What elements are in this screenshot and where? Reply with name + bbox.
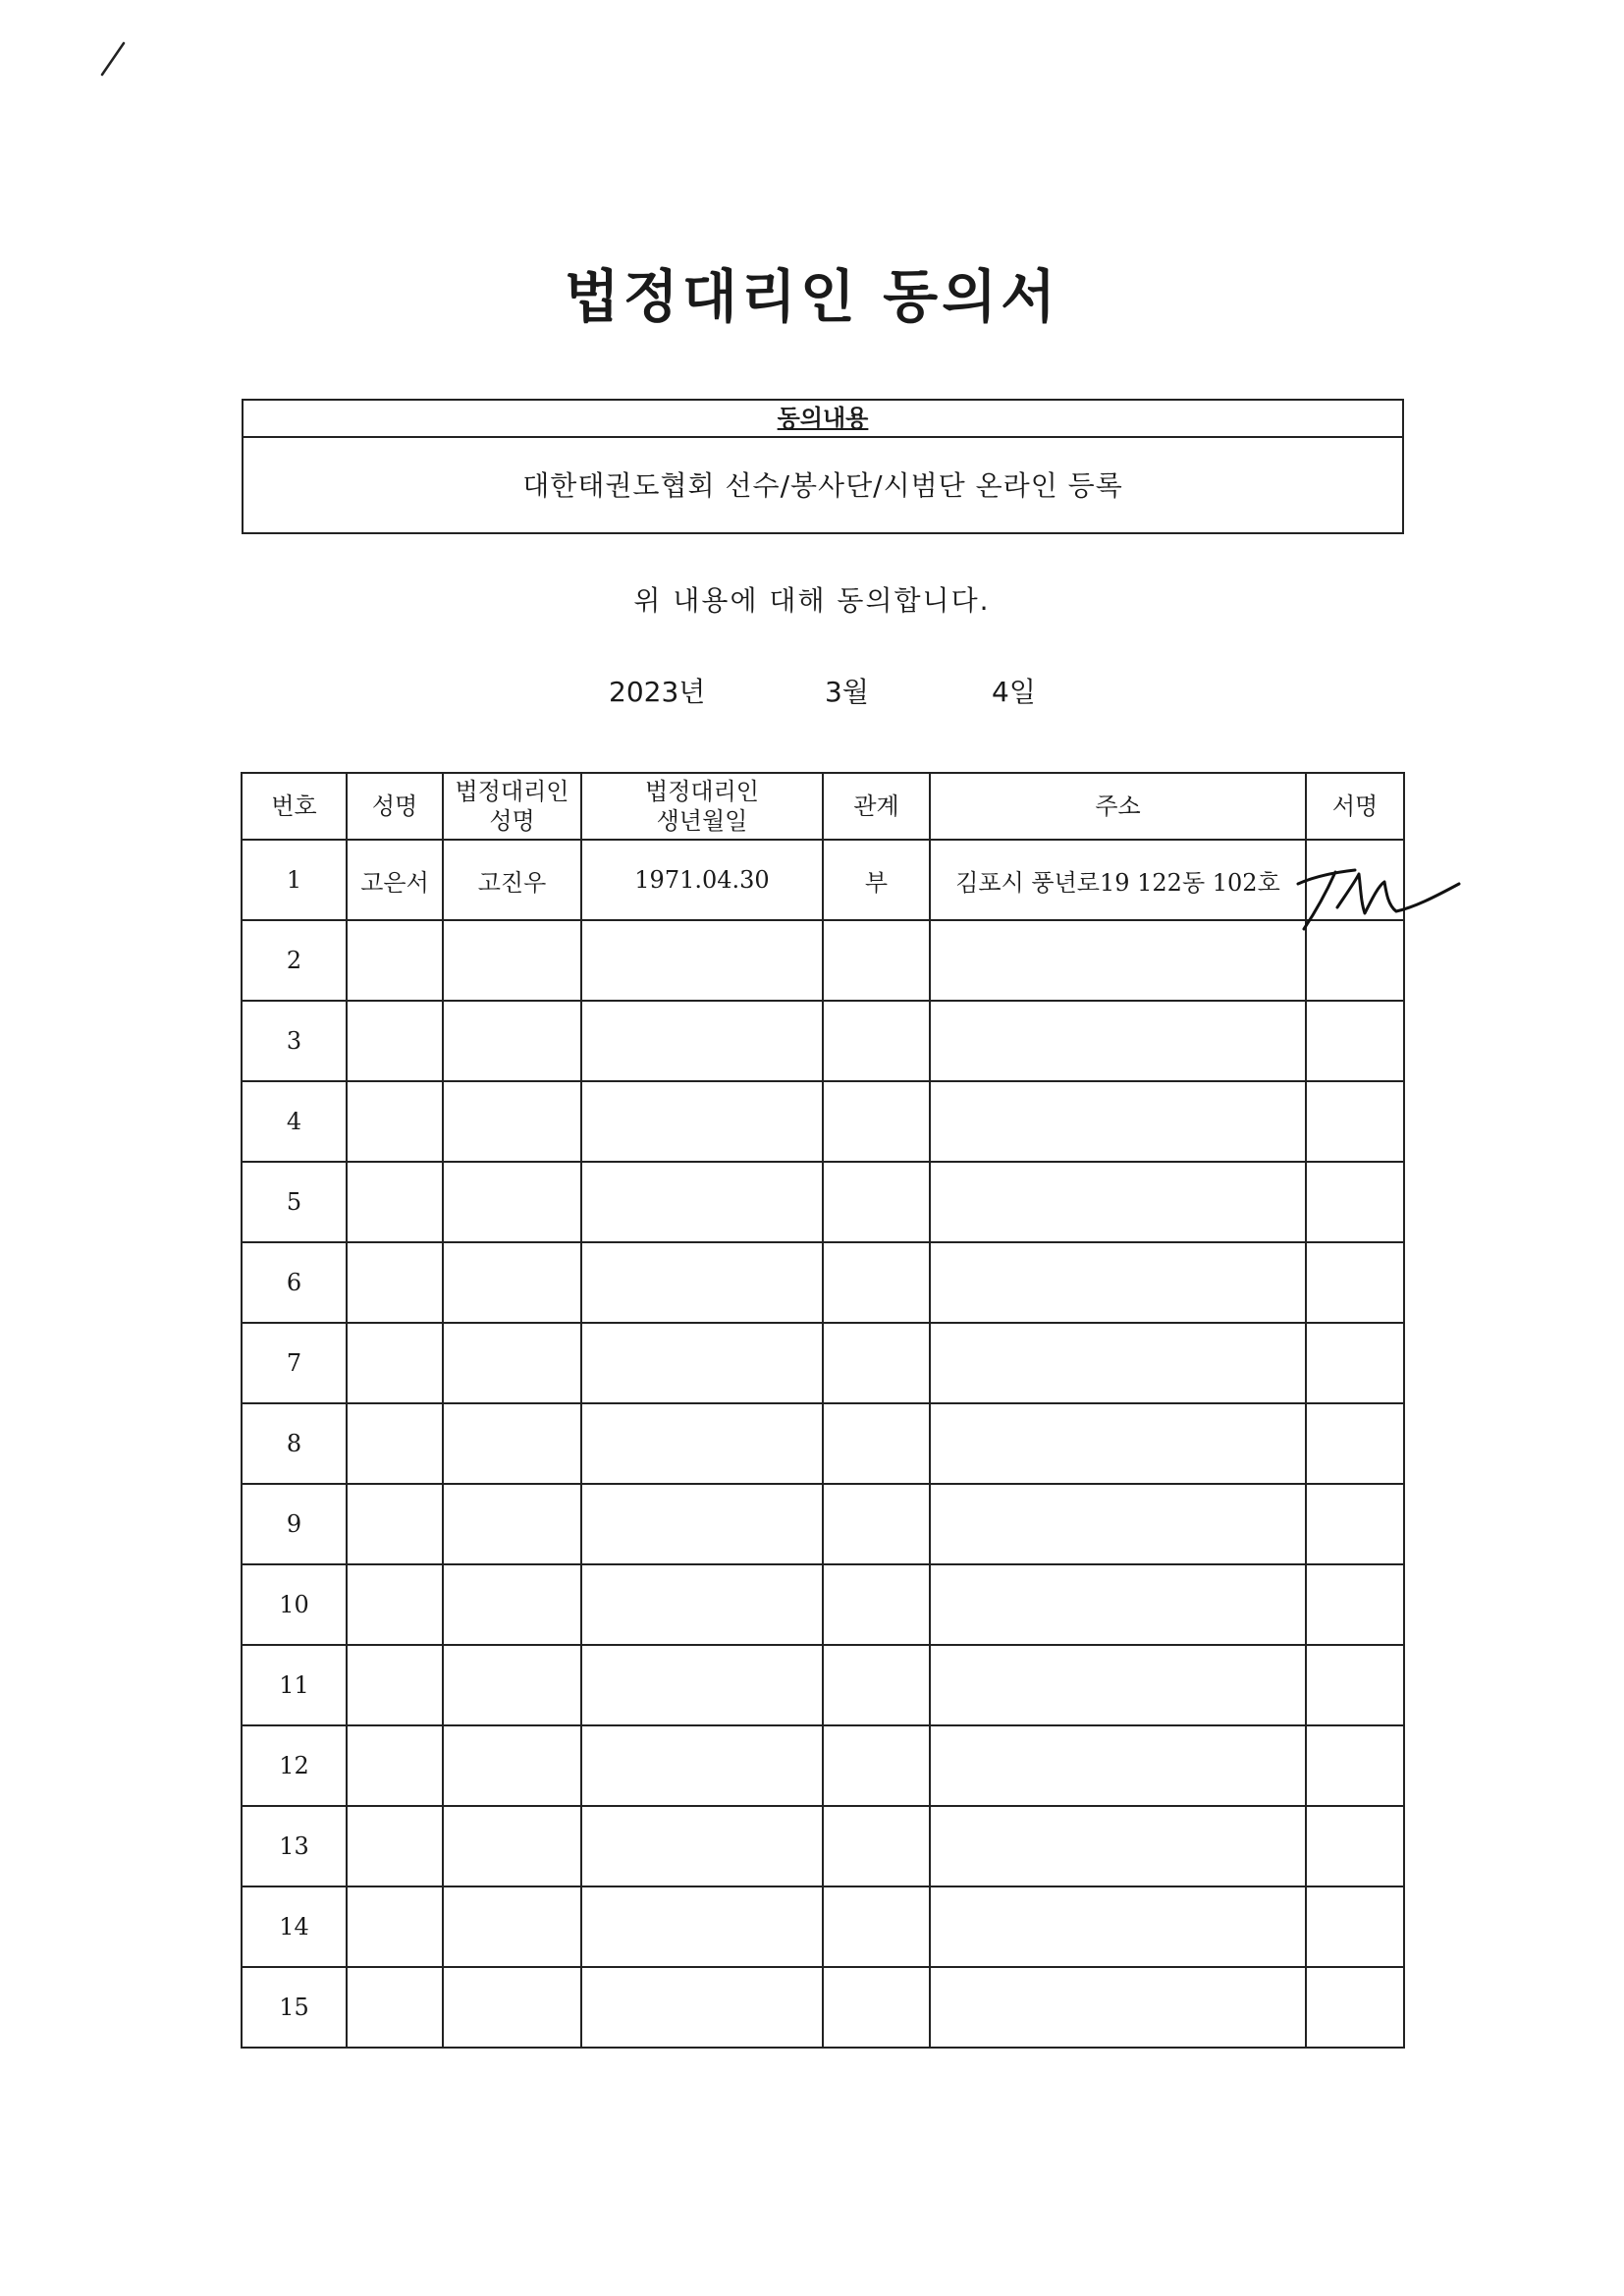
cell-guardian-birth: 1971.04.30 xyxy=(581,840,823,920)
cell-relation xyxy=(823,1967,930,2048)
cell-guardian-name xyxy=(443,1886,581,1967)
cell-name xyxy=(347,1564,443,1645)
table-row xyxy=(242,1967,1404,2048)
date-day: 4일 xyxy=(992,676,1036,708)
header-guardian-birth-line2: 생년월일 xyxy=(656,807,748,835)
cell-name xyxy=(347,1403,443,1484)
cell-guardian-name xyxy=(443,1001,581,1081)
cell-number: 9 xyxy=(242,1484,347,1564)
header-signature: 서명 xyxy=(1306,773,1404,840)
cell-address: 김포시 풍년로19 122동 102호 xyxy=(930,840,1306,920)
header-guardian-name-line1: 법정대리인 xyxy=(455,778,569,805)
cell-guardian-name xyxy=(443,920,581,1001)
table-row xyxy=(242,1806,1404,1886)
cell-relation xyxy=(823,1081,930,1162)
cell-guardian-name: 고진우 xyxy=(443,840,581,920)
cell-name xyxy=(347,1323,443,1403)
consent-header xyxy=(244,401,1402,438)
table-header-row xyxy=(242,773,1404,840)
cell-address xyxy=(930,1081,1306,1162)
cell-name xyxy=(347,1725,443,1806)
cell-address xyxy=(930,1806,1306,1886)
cell-number: 2 xyxy=(242,920,347,1001)
table-row xyxy=(242,1564,1404,1645)
cell-guardian-birth xyxy=(581,1645,823,1725)
header-guardian-birth-line1: 법정대리인 xyxy=(645,778,759,805)
header-guardian-name-line2: 성명 xyxy=(489,807,535,835)
consent-body: 대한태권도협회 선수/봉사단/시범단 온라인 등록 xyxy=(522,469,1123,502)
cell-address xyxy=(930,1403,1306,1484)
cell-guardian-name xyxy=(443,1162,581,1242)
cell-guardian-birth xyxy=(581,1323,823,1403)
cell-guardian-name xyxy=(443,1323,581,1403)
header-address: 주소 xyxy=(930,773,1306,840)
cell-signature xyxy=(1306,1403,1404,1484)
cell-relation xyxy=(823,1323,930,1403)
cell-guardian-birth xyxy=(581,1806,823,1886)
pen-stroke-mark xyxy=(98,39,128,79)
cell-address xyxy=(930,1323,1306,1403)
cell-relation xyxy=(823,1725,930,1806)
table-row xyxy=(242,1725,1404,1806)
cell-guardian-name xyxy=(443,1242,581,1323)
cell-number: 12 xyxy=(242,1725,347,1806)
table-row xyxy=(242,1001,1404,1081)
cell-signature xyxy=(1306,1967,1404,2048)
header-guardian-name xyxy=(443,773,581,840)
handwritten-signature xyxy=(1276,843,1463,941)
cell-relation xyxy=(823,1162,930,1242)
cell-name xyxy=(347,1081,443,1162)
table-row xyxy=(242,1242,1404,1323)
cell-relation: 부 xyxy=(823,840,930,920)
cell-number: 7 xyxy=(242,1323,347,1403)
header-relation: 관계 xyxy=(823,773,930,840)
table-row xyxy=(242,1323,1404,1403)
cell-guardian-birth xyxy=(581,1886,823,1967)
cell-relation xyxy=(823,1001,930,1081)
cell-address xyxy=(930,1725,1306,1806)
table-row xyxy=(242,1645,1404,1725)
cell-guardian-name xyxy=(443,1645,581,1725)
cell-relation xyxy=(823,1806,930,1886)
cell-guardian-birth xyxy=(581,1081,823,1162)
cell-name xyxy=(347,1484,443,1564)
cell-name xyxy=(347,1806,443,1886)
cell-signature xyxy=(1306,1323,1404,1403)
consent-header-label: 동의내용 xyxy=(777,405,869,432)
cell-name xyxy=(347,1645,443,1725)
cell-relation xyxy=(823,1564,930,1645)
cell-number: 11 xyxy=(242,1645,347,1725)
cell-guardian-name xyxy=(443,1806,581,1886)
cell-guardian-name xyxy=(443,1967,581,2048)
cell-signature xyxy=(1306,1162,1404,1242)
consent-box xyxy=(242,399,1404,534)
cell-signature xyxy=(1306,1242,1404,1323)
cell-address xyxy=(930,1242,1306,1323)
cell-name: 고은서 xyxy=(347,840,443,920)
cell-address xyxy=(930,1162,1306,1242)
cell-number: 8 xyxy=(242,1403,347,1484)
document-title: 법정대리인 동의서 xyxy=(564,263,1060,330)
cell-relation xyxy=(823,1484,930,1564)
cell-guardian-birth xyxy=(581,1967,823,2048)
cell-number: 6 xyxy=(242,1242,347,1323)
table-row xyxy=(242,920,1404,1001)
header-number: 번호 xyxy=(242,773,347,840)
cell-guardian-birth xyxy=(581,1725,823,1806)
cell-name xyxy=(347,1242,443,1323)
cell-guardian-birth xyxy=(581,1564,823,1645)
cell-number: 15 xyxy=(242,1967,347,2048)
cell-guardian-birth xyxy=(581,1484,823,1564)
table-row xyxy=(242,1162,1404,1242)
cell-relation xyxy=(823,1645,930,1725)
cell-guardian-name xyxy=(443,1564,581,1645)
cell-signature xyxy=(1306,1081,1404,1162)
cell-number: 14 xyxy=(242,1886,347,1967)
cell-guardian-name xyxy=(443,1403,581,1484)
cell-number: 1 xyxy=(242,840,347,920)
cell-guardian-birth xyxy=(581,920,823,1001)
cell-number: 5 xyxy=(242,1162,347,1242)
table-row xyxy=(242,1081,1404,1162)
cell-number: 10 xyxy=(242,1564,347,1645)
header-name: 성명 xyxy=(347,773,443,840)
cell-name xyxy=(347,1001,443,1081)
cell-signature xyxy=(1306,1806,1404,1886)
cell-address xyxy=(930,1967,1306,2048)
registration-table xyxy=(241,772,1405,2049)
date-month: 3월 xyxy=(825,676,869,708)
date-year: 2023년 xyxy=(609,676,706,708)
cell-name xyxy=(347,1967,443,2048)
cell-relation xyxy=(823,920,930,1001)
cell-relation xyxy=(823,1242,930,1323)
table-row xyxy=(242,1886,1404,1967)
cell-address xyxy=(930,1001,1306,1081)
cell-guardian-name xyxy=(443,1081,581,1162)
cell-address xyxy=(930,1564,1306,1645)
cell-signature xyxy=(1306,1886,1404,1967)
cell-name xyxy=(347,1886,443,1967)
cell-signature xyxy=(1306,1001,1404,1081)
cell-address xyxy=(930,1484,1306,1564)
cell-signature xyxy=(1306,1645,1404,1725)
cell-number: 3 xyxy=(242,1001,347,1081)
header-guardian-birth xyxy=(581,773,823,840)
cell-guardian-birth xyxy=(581,1403,823,1484)
cell-number: 13 xyxy=(242,1806,347,1886)
cell-address xyxy=(930,920,1306,1001)
cell-address xyxy=(930,1645,1306,1725)
cell-guardian-name xyxy=(443,1725,581,1806)
cell-address xyxy=(930,1886,1306,1967)
cell-number: 4 xyxy=(242,1081,347,1162)
cell-signature xyxy=(1306,1725,1404,1806)
cell-guardian-name xyxy=(443,1484,581,1564)
cell-relation xyxy=(823,1886,930,1967)
table-row xyxy=(242,1403,1404,1484)
cell-relation xyxy=(823,1403,930,1484)
cell-guardian-birth xyxy=(581,1162,823,1242)
cell-signature xyxy=(1306,1564,1404,1645)
cell-name xyxy=(347,1162,443,1242)
table-row xyxy=(242,840,1404,920)
cell-guardian-birth xyxy=(581,1001,823,1081)
cell-signature xyxy=(1306,1484,1404,1564)
agreement-statement: 위 내용에 대해 동의합니다. xyxy=(633,584,991,617)
cell-name xyxy=(347,920,443,1001)
cell-guardian-birth xyxy=(581,1242,823,1323)
table-row xyxy=(242,1484,1404,1564)
